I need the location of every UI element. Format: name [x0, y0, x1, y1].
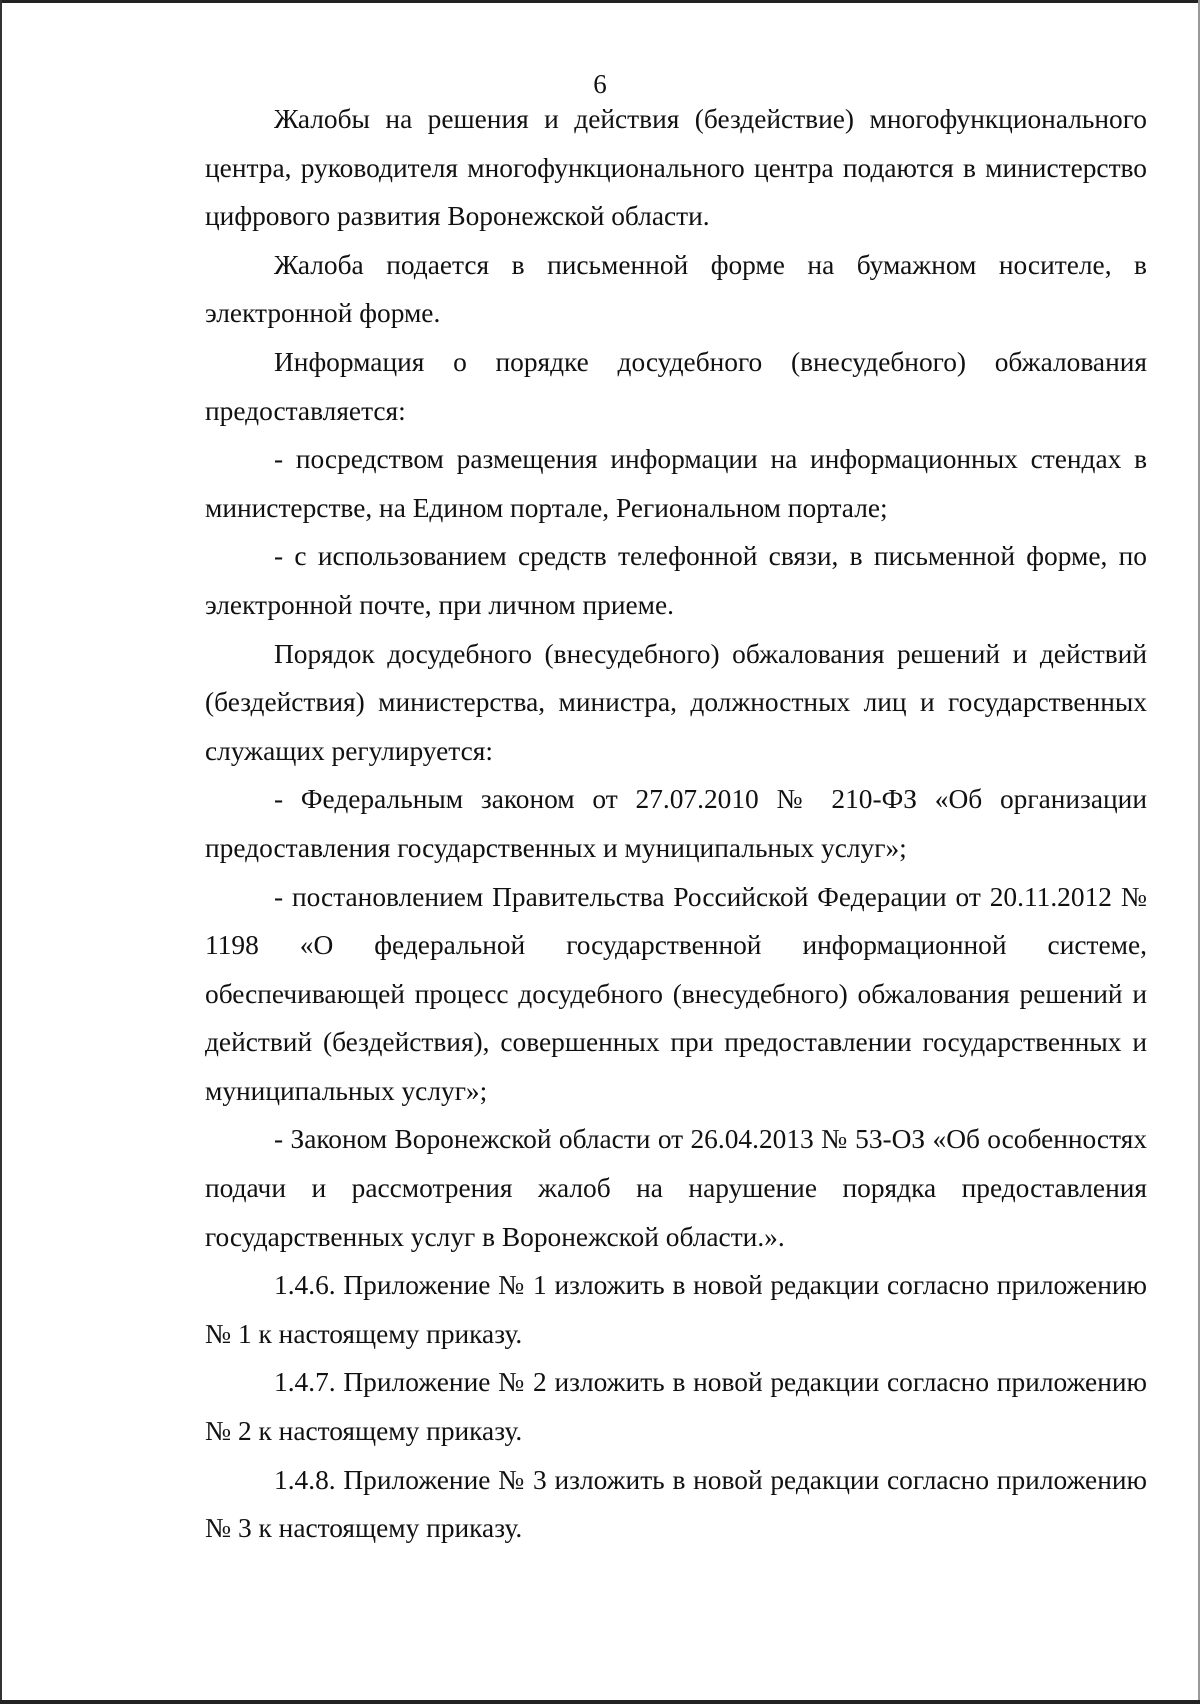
document-body: [205, 95, 1147, 1553]
clause-1-4-8: 1.4.8. Приложение № 3 изложить в новой редакции согласно приложению № 3 к настоящему приказу.: [205, 1464, 1147, 1544]
scan-border-bottom: [0, 1700, 1200, 1704]
paragraph-complaint-form: Жалоба подается в письменной форме на бумажном носителе, в электронной форме.: [205, 249, 1147, 329]
list-item-government-decree: - постановлением Правительства Российской Федерации от 20.11.2012 № 1198 «О федеральной государственной информационной системе, обеспечивающей процесс досудебного (внесудебного) обжалования решений и действий (бездействия), совершенных при предоставлении государственных и муниципальных услуг»;: [205, 881, 1147, 1106]
list-item-federal-law: - Федеральным законом от 27.07.2010 № 210-ФЗ «Об организации предоставления государственных и муниципальных услуг»;: [205, 784, 1147, 863]
list-item-phone-mail: - с использованием средств телефонной связи, в письменной форме, по электронной почте, при личном приеме.: [205, 541, 1147, 620]
paragraph-appeal-regulation: Порядок досудебного (внесудебного) обжалования решений и действий (бездействия) министерства, министра, должностных лиц и государственных служащих регулируется:: [205, 638, 1147, 766]
scan-border-left: [0, 0, 2, 1704]
scan-border-top: [0, 0, 1200, 3]
list-item-regional-law: - Законом Воронежской области от 26.04.2013 № 53-ОЗ «Об особенностях подачи и рассмотрения жалоб на нарушение порядка предоставления государственных услуг в Воронежской области.».: [205, 1124, 1147, 1252]
list-item-info-stands: - посредством размещения информации на информационных стендах в министерстве, на Едином портале, Региональном портале;: [205, 444, 1147, 523]
paragraph-complaints-mfc: Жалобы на решения и действия (бездействие) многофункционального центра, руководителя многофункционального центра подаются в министерство цифрового развития Воронежской области.: [205, 104, 1147, 232]
clause-1-4-7: 1.4.7. Приложение № 2 изложить в новой редакции согласно приложению № 2 к настоящему приказу.: [205, 1367, 1147, 1447]
page-number: 6: [593, 69, 607, 99]
clause-1-4-6: 1.4.6. Приложение № 1 изложить в новой редакции согласно приложению № 1 к настоящему приказу.: [205, 1270, 1147, 1349]
paragraph-info-provided: Информация о порядке досудебного (внесудебного) обжалования предоставляется:: [205, 346, 1147, 426]
